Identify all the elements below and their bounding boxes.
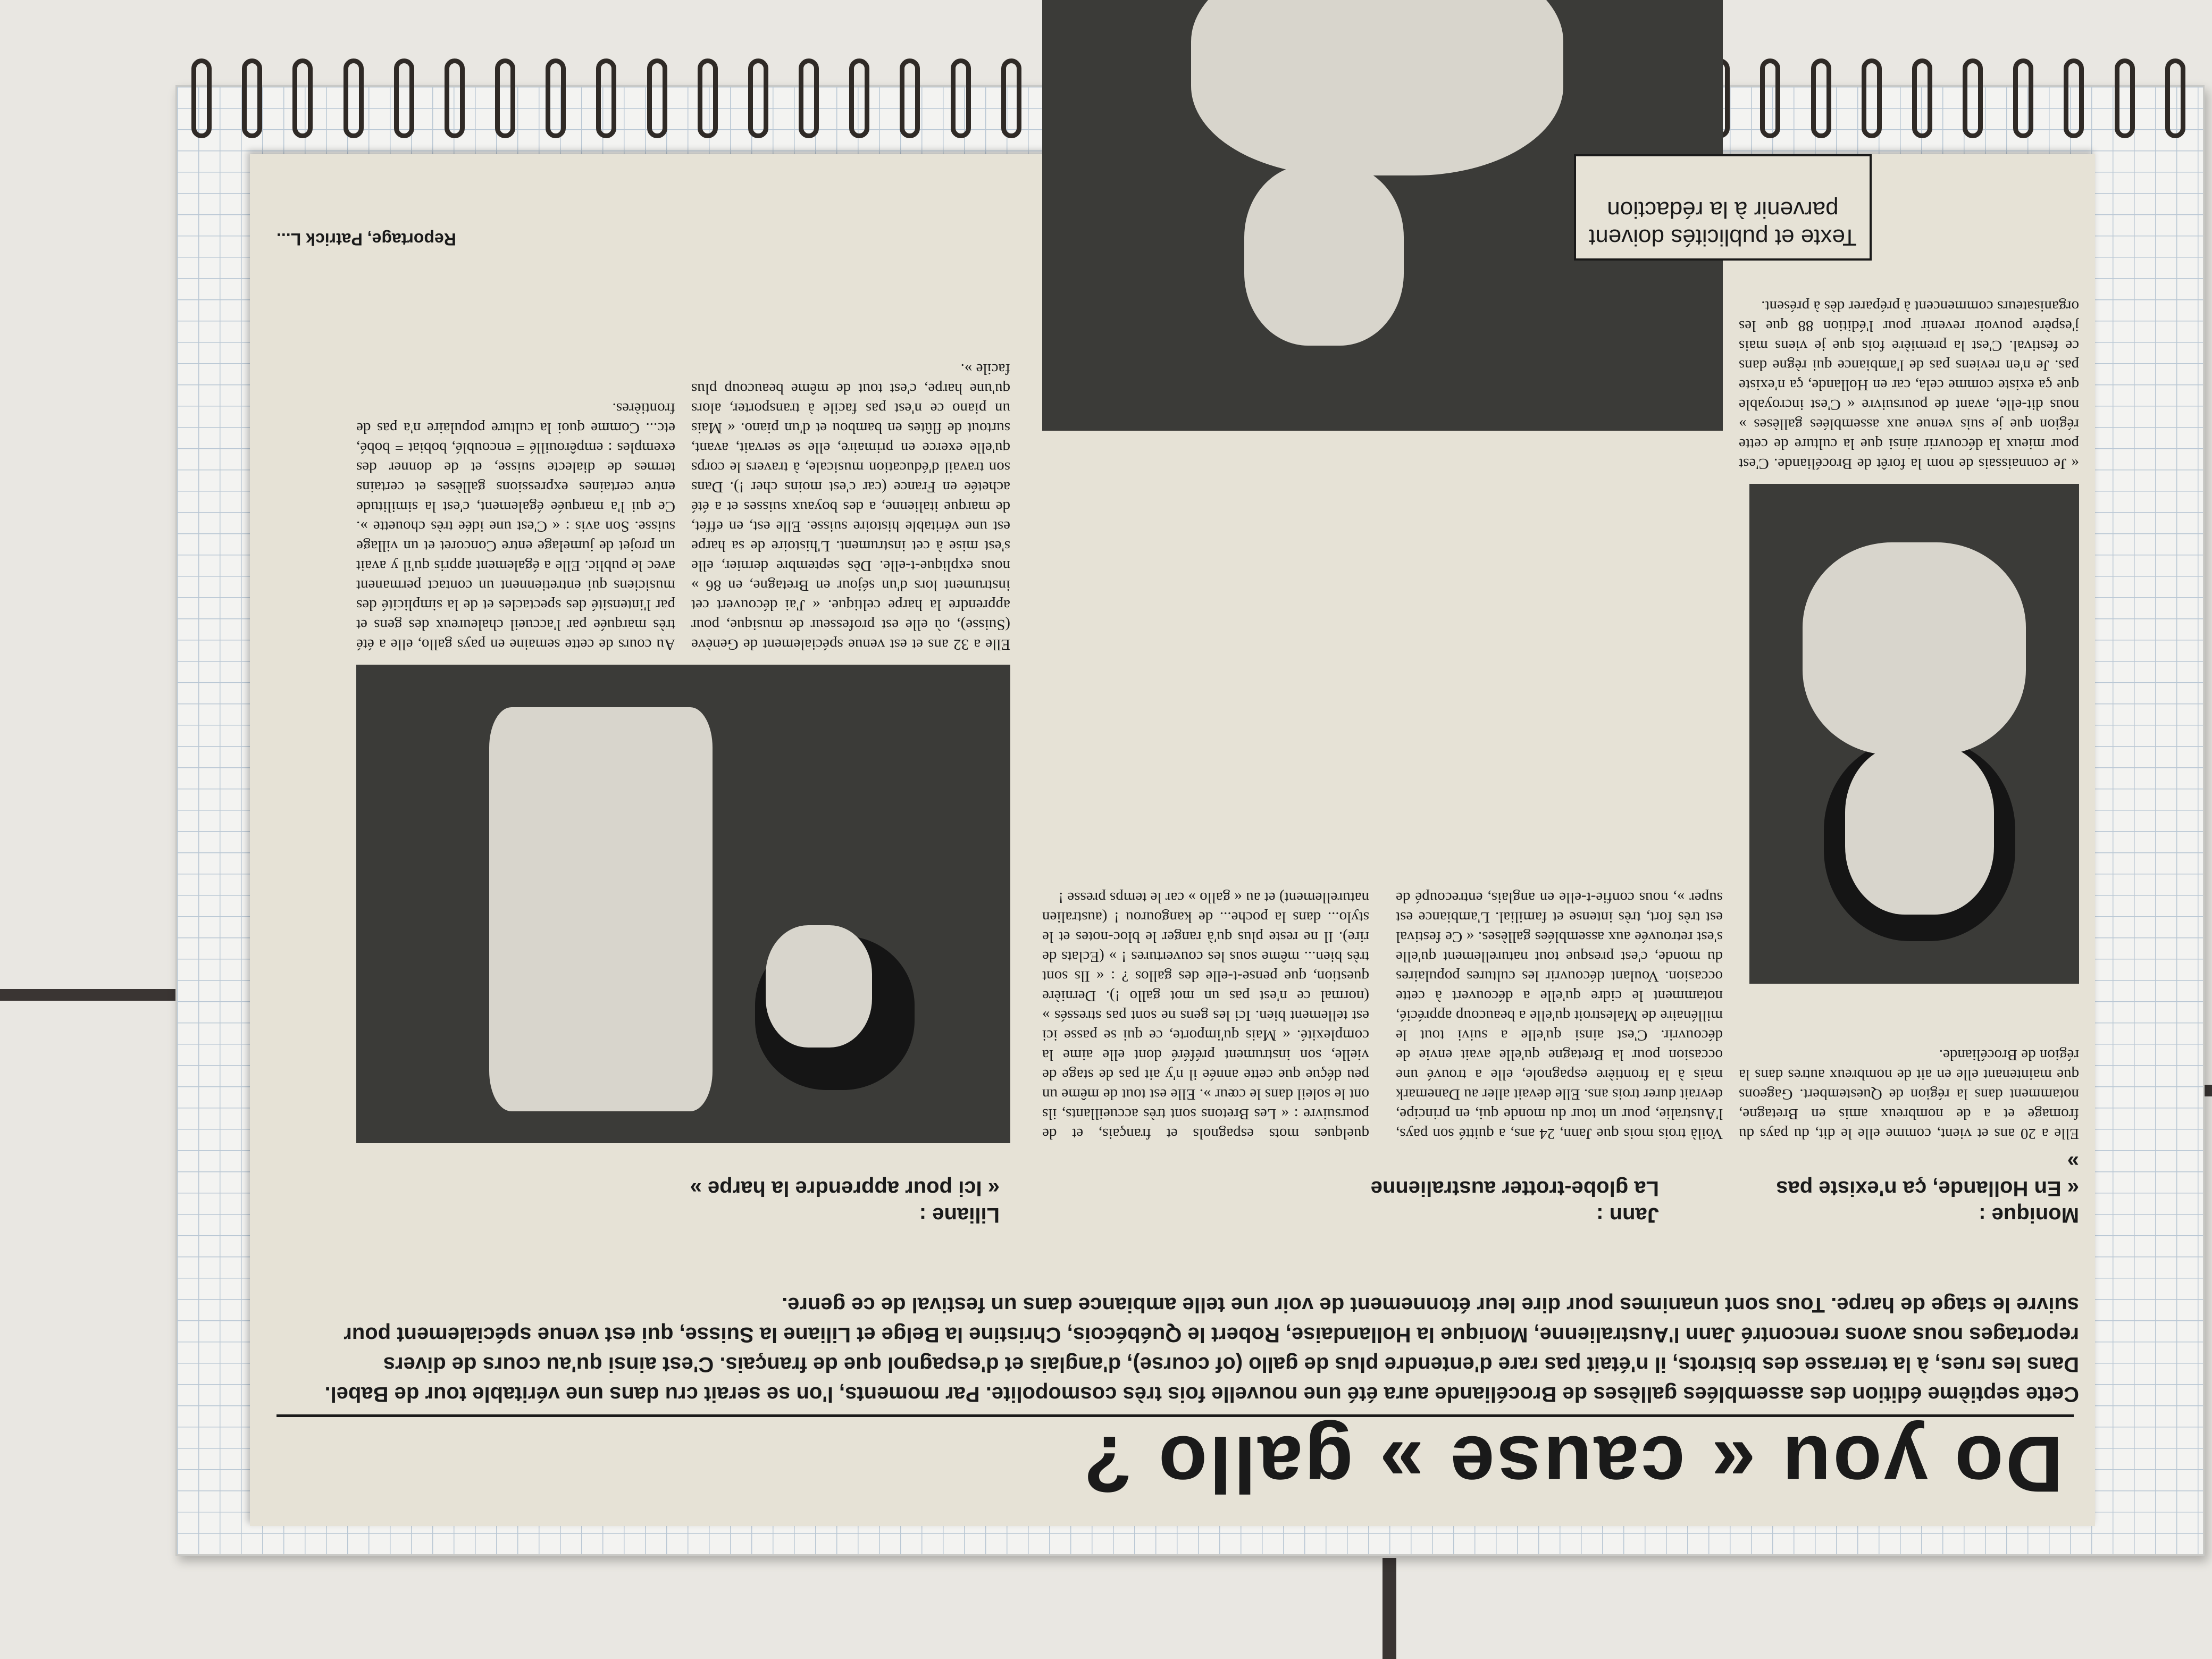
spiral-ring: [2013, 58, 2033, 138]
spiral-ring: [495, 58, 515, 138]
section-title-jann: Jann : La globe-trotter australienne: [1370, 1177, 1659, 1227]
liliane-text-continued: Au cours de cette semaine en pays gallo, elle a été très marquée par l'accueil chaleureux des gens et par l'intensité des spectacles et de la simplicité des musiciens qui entretiennent un contact permanent avec le public. Elle a également appris qu'il y avait un projet de jumelage entre Concoret et un village suisse. Son avis : « C'est une idée très chouette ». Ce qui l'a marquée également, c'est la similitude entre certaines expressions gallèses et certains termes de dialecte suisse, et de donner des exemples : empêrouillé = encoublé, bobiat = bobé, etc... Comme quoi la culture populaire n'a pas de frontières.: [356, 400, 675, 653]
spiral-ring: [596, 58, 616, 138]
spiral-ring: [1001, 58, 1021, 138]
spiral-ring: [1912, 58, 1932, 138]
photo-arm: [1191, 0, 1563, 175]
spiral-ring: [2165, 58, 2185, 138]
spiral-ring: [1811, 58, 1831, 138]
spiral-ring: [445, 58, 465, 138]
headline-rule: [276, 1414, 2074, 1417]
photo-harp: [489, 707, 713, 1111]
jann-text: Voilà trois mois que Jann, 24 ans, a quitté son pays, l'Australie, pour un tour du monde qui, en principe, devrait durer trois ans. Elle devait aller au Danemark mais à la frontière espagnole, elle a trouvé une occasion pour la Bretagne qu'elle avait envie de découvrir. C'est ainsi qu'elle a suivi tout le millénaire de Malestroit qu'elle a beaucoup apprécié, notamment le cidre qu'elle a découvert à cette occasion. Voulant découvrir les cultures populaires du monde, c'est presque tout naturellement qu'elle s'est retrouvée aux assemblées gallèses. « Ce festival est très fort, très intense et familial. L'ambiance est super », nous confie-t-elle en anglais, entrecoupé de quelques mots espagnols et français, et de poursuivre : « Les Bretons sont très accueillants, ils ont le soleil dans le cœur ». Elle est tout de même un peu déçue que cette année il n'y ait pas de stage de vielle, son instrument préféré dont elle aime la complexité. « Mais qu'importe, ce qui se passe ici est tellement bien. Ici les gens ne sont pas stressés » (normal ce n'est pas un mot gallo !). Dernière question, que pense-t-elle des gallos ? : « Ils sont très bien... même sous les couvertures ! » (Eclats de rire). Il ne reste plus qu'à ranger le bloc-notes et le stylo... dans la poche... de kangourou ! (australien naturellement) et au « gallo » car le temps presse !: [1042, 889, 1723, 1142]
spiral-ring: [1760, 58, 1780, 138]
newspaper-clipping: [250, 154, 2095, 1526]
article-byline: Reportage, Patrick L...: [276, 230, 456, 249]
spiral-ring: [647, 58, 667, 138]
spiral-ring: [748, 58, 768, 138]
article-headline: Do you « cause » gallo ?: [1081, 1420, 2063, 1509]
section-title-monique: Monique : « En Hollande, ça n'existe pas »: [1776, 1150, 2079, 1227]
spiral-ring: [394, 58, 414, 138]
spiral-ring: [2115, 58, 2135, 138]
spiral-ring: [698, 58, 718, 138]
spiral-ring: [546, 58, 566, 138]
spiral-ring: [849, 58, 869, 138]
spiral-ring: [343, 58, 364, 138]
liliane-text: Elle a 32 ans et est venue spécialement de Genève (Suisse), où elle est professeur de musique, pour apprendre la harpe celtique. « J'ai découvert cet instrument lors d'un séjour en Bretagne, en 86 » nous explique-t-elle. Dès septembre dernier, elle s'est mise à cet instrument. L'histoire de sa harpe est une véritable histoire suisse. Elle est, en effet, de marque italienne, a des boyaux suisses et a été achetée en France (car c'est moins cher !). Dans son travail d'éducation musicale, à travers le corps qu'elle exerce en primaire, elle se servait, avant, surtout de flûtes en bambou et d'un piano. « Mais un piano ce n'est pas facile à transporter, alors qu'une harpe, c'est tout de même beaucoup plus facile ».: [691, 361, 1010, 653]
photo-face: [766, 925, 872, 1048]
spiral-ring: [2064, 58, 2084, 138]
monique-text: Elle a 20 ans et vient, comme elle le dit, du pays du fromage et a de nombreux amis en Bretagne, notamment dans la région de Questembert. Gageons que maintenant elle en ait de nombreux autres dans la région de Brocéliande.: [1739, 1046, 2079, 1142]
photo-monique: [1749, 484, 2079, 984]
floor-tile-seam: [1382, 1558, 1396, 1659]
section-title-liliane: Liliane : « Ici pour apprendre la harpe »: [690, 1177, 1000, 1227]
spiral-ring: [799, 58, 819, 138]
monique-text-continued: « Je connaissais de nom la forêt de Brocéliande. C'est pour mieux la découvrir ainsi que la culture de cette région que je suis venue aux assemblées gallèses » nous dit-elle, avant de poursuivre « C'est incroyable que ça existe comme cela, car en Hollande, ça n'existe pas. Je n'en reviens pas de l'ambiance qui règne dans ce festival. C'est la première fois que je viens mais j'espère pouvoir revenir pour l'édition 88 que les organisateurs commencent à préparer dès à présent.: [1739, 298, 2079, 472]
spiral-ring: [191, 58, 212, 138]
spiral-ring: [1862, 58, 1882, 138]
spiral-ring: [292, 58, 313, 138]
spiral-ring: [900, 58, 920, 138]
spiral-ring: [242, 58, 262, 138]
photo-face: [1244, 165, 1404, 346]
floor-tile-seam: [0, 989, 175, 1001]
photo-shirt: [1803, 542, 2026, 755]
spiral-ring: [1963, 58, 1983, 138]
spiral-ring: [951, 58, 971, 138]
editorial-notice-box: Texte et publicités doivent parvenir à la rédaction: [1574, 154, 1872, 261]
photo-liliane: [356, 665, 1010, 1143]
photo-face: [1845, 744, 1994, 915]
article-intro: Cette septième édition des assemblées gallèses de Brocéliande aura été une nouvelle fois très cosmopolite. Par moments, l'on se serait cru dans une véritable tour de Babel. Dans les rues, à la terrasse des bistrots, il n'était pas rare d'entendre plus de gallo (of course), d'anglais et d'espagnol que de français. C'est ainsi qu'au cours de divers reportages nous avons rencontré Jann l'Australienne, Monique la Hollandaise, Robert le Québécois, Christine la Belge et Liliane la Suisse, qui est venue spécialement pour suivre le stage de harpe. Tous sont unanimes pour dire leur étonnement de voir une telle ambiance dans un festival de ce genre.: [324, 1293, 2079, 1406]
